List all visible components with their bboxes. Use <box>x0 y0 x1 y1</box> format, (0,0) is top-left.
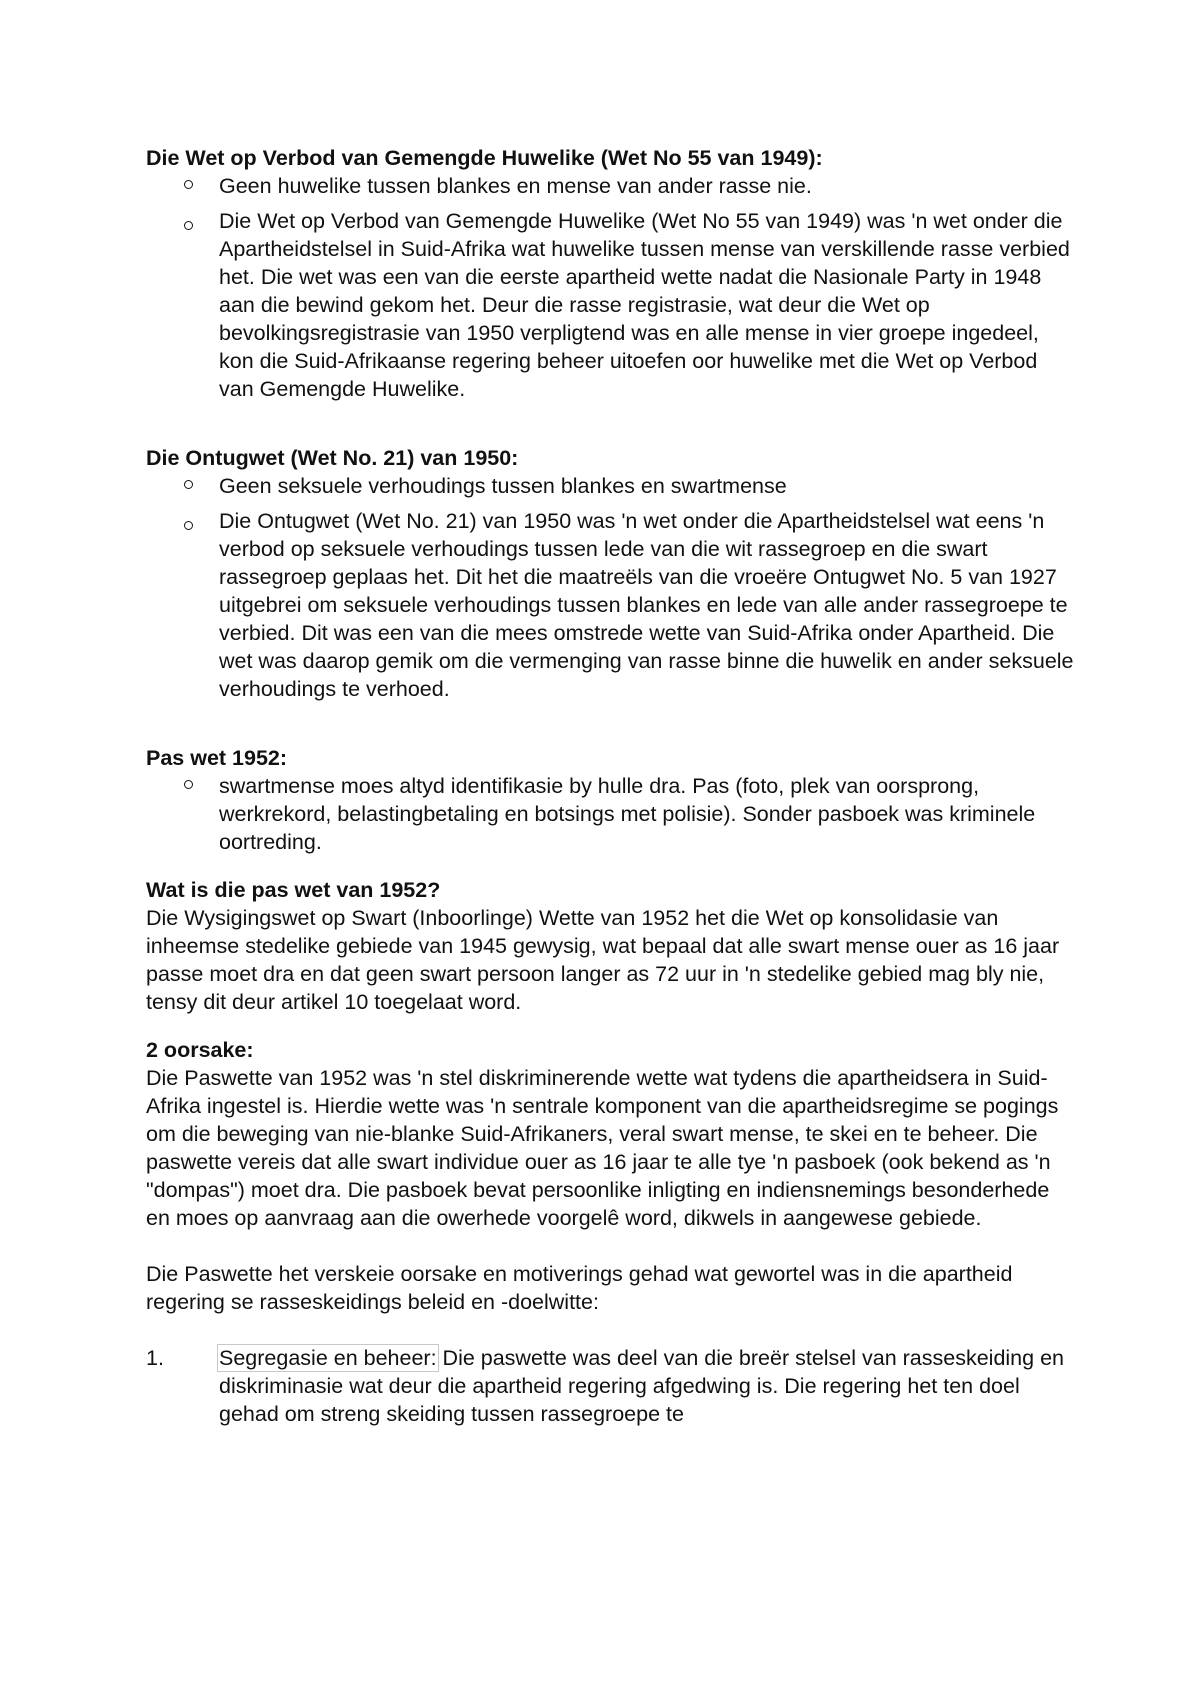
section-heading: Die Ontugwet (Wet No. 21) van 1950: <box>146 446 519 470</box>
numbered-list <box>146 1344 1076 1428</box>
list-number: 1. <box>146 1346 164 1370</box>
list-item <box>146 172 1076 200</box>
hollow-circle-bullet-icon <box>184 521 193 530</box>
list-item-text: Geen huwelike tussen blankes en mense van ander rasse nie. <box>219 174 812 198</box>
list-item <box>146 507 1076 703</box>
section-causes <box>146 1036 1076 1428</box>
hollow-circle-bullet-icon <box>184 780 193 789</box>
list-item <box>146 772 1076 856</box>
list-item <box>146 472 1076 500</box>
section-mixed-marriages <box>146 144 1076 403</box>
section-heading: 2 oorsake: <box>146 1038 254 1062</box>
paragraph: Die Wysigingswet op Swart (Inboorlinge) Wette van 1952 het die Wet op konsolidasie van inheemse stedelike gebiede van 1945 gewysig, wat bepaal dat alle swart mense ouer as 16 jaar passe moet dra en dat geen swart persoon langer as 72 uur in 'n stedelike gebied mag bly nie, tensy dit deur artikel 10 toegelaat word. <box>146 906 1060 1014</box>
list-item-text: Die Wet op Verbod van Gemengde Huwelike (Wet No 55 van 1949) was 'n wet onder die Apartheidstelsel in Suid-Afrika wat huwelike tussen mense van verskillende rasse verbied het. Die wet was een van die eerste apartheid wette nadat die Nasionale Party in 1948 aan die bewind gekom het. Deur die rasse registrasie, wat deur die Wet op bevolkingsregistrasie van 1950 verpligtend was en alle mense in vier groepe ingedeel, kon die Suid-Afrikaanse regering beheer uitoefen oor huwelike met die Wet op Verbod van Gemengde Huwelike. <box>219 209 1070 401</box>
list-item <box>146 207 1076 403</box>
section-heading: Wat is die pas wet van 1952? <box>146 878 441 902</box>
bullet-list <box>146 772 1076 856</box>
list-item-title: Segregasie en beheer: <box>219 1346 437 1370</box>
bullet-list <box>146 472 1076 703</box>
hollow-circle-bullet-icon <box>184 180 193 189</box>
section-immorality-act <box>146 444 1076 703</box>
list-item-text: swartmense moes altyd identifikasie by hulle dra. Pas (foto, plek van oorsprong, werkrekord, belastingbetaling en botsings met polisie). Sonder pasboek was kriminele oortreding. <box>219 774 1036 854</box>
list-item-text: Die Ontugwet (Wet No. 21) van 1950 was 'n wet onder die Apartheidstelsel wat eens 'n verbod op seksuele verhoudings tussen lede van die wit rassegroep en die swart rassegroep geplaas het. Dit het die maatreëls van die vroeëre Ontugwet No. 5 van 1927 uitgebrei om seksuele verhoudings tussen blankes en lede van alle ander rassegroepe te verbied. Dit was een van die mees omstrede wette van Suid-Afrika onder Apartheid. Die wet was daarop gemik om die vermenging van rasse binne die huwelik en ander seksuele verhoudings te verhoed. <box>219 509 1074 701</box>
section-question <box>146 876 1076 1016</box>
paragraph: Die Paswette van 1952 was 'n stel diskriminerende wette wat tydens die apartheidsera in Suid-Afrika ingestel is. Hierdie wette was 'n sentrale komponent van die apartheidsregime se pogings om die beweging van nie-blanke Suid-Afrikaners, veral swart mense, te skei en te beheer. Die paswette vereis dat alle swart individue ouer as 16 jaar te alle tye 'n pasboek (ook bekend as 'n "dompas") moet dra. Die pasboek bevat persoonlike inligting en indiensnemings besonderhede en moes op aanvraag aan die owerhede voorgelê word, dikwels in aangewese gebiede. <box>146 1066 1059 1230</box>
bullet-list <box>146 172 1076 403</box>
list-item-text: Geen seksuele verhoudings tussen blankes en swartmense <box>219 474 787 498</box>
section-pass-law <box>146 744 1076 856</box>
hollow-circle-bullet-icon <box>184 480 193 489</box>
section-heading: Die Wet op Verbod van Gemengde Huwelike (Wet No 55 van 1949): <box>146 146 823 170</box>
list-item-text: Die paswette was deel van die breër stelsel van rasseskeiding en diskriminasie wat deur die apartheid regering afgedwing is. Die regering het ten doel gehad om streng skeiding tussen rassegroepe te <box>219 1346 1064 1426</box>
document-page <box>146 144 1076 1428</box>
section-heading: Pas wet 1952: <box>146 746 288 770</box>
paragraph: Die Paswette het verskeie oorsake en motiverings gehad wat gewortel was in die apartheid regering se rasseskeidings beleid en -doelwitte: <box>146 1262 1013 1314</box>
list-item <box>146 1344 1076 1428</box>
hollow-circle-bullet-icon <box>184 221 193 230</box>
